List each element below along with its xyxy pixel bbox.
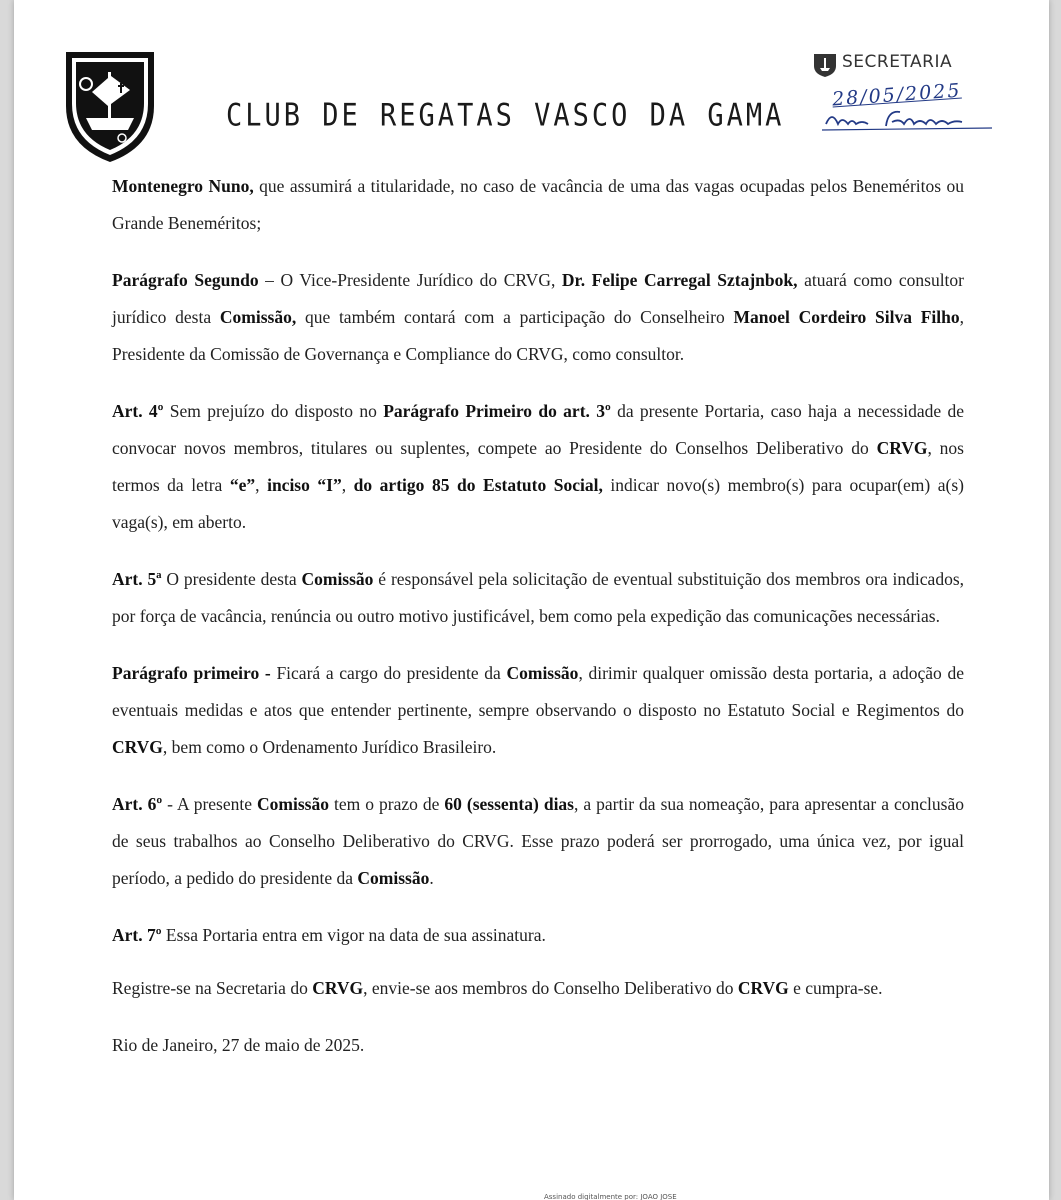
bold-text: Art. 4º xyxy=(112,401,164,421)
bold-text: “e” xyxy=(229,475,256,495)
bold-text: Montenegro Nuno, xyxy=(112,176,254,196)
bold-text: Comissão xyxy=(506,663,579,683)
stamp-handwritten-date: 28/05/2025 xyxy=(831,79,963,111)
bold-text: Comissão, xyxy=(219,307,297,327)
article-6 xyxy=(112,786,964,897)
text: indicar novo(s) membro(s) para ocupar(em) a(s) vaga(s), em aberto. xyxy=(112,475,964,532)
text: que também contará com a participação do Conselheiro xyxy=(296,307,734,327)
text: que assumirá a titularidade, no caso de vacância de uma das vagas ocupadas pelos Beneméritos ou Grande Beneméritos; xyxy=(112,176,964,233)
paragraph-1 xyxy=(112,168,964,242)
secretaria-shield-icon xyxy=(812,52,838,78)
bold-text: Parágrafo Primeiro do art. 3º xyxy=(383,401,611,421)
bold-text: Comissão xyxy=(257,794,329,814)
document-body xyxy=(112,168,964,1084)
bold-text: Parágrafo Segundo xyxy=(112,270,259,290)
text: atuará como consultor jurídico desta xyxy=(112,270,964,327)
secretaria-stamp xyxy=(810,44,1010,134)
vasco-crest-icon xyxy=(62,46,158,164)
text: é responsável pela solicitação de eventual substituição dos membros ora indicados, por força de vacância, renúncia ou outro motivo justificável, bem como pela expedição das comunicações necessárias. xyxy=(112,569,964,626)
bold-text: Comissão xyxy=(301,569,374,589)
text: e cumpra-se. xyxy=(788,978,883,998)
text: , xyxy=(255,475,268,495)
digital-signature-note: Assinado digitalmente por: JOAO JOSE xyxy=(544,1193,677,1200)
paragraph-segundo xyxy=(112,262,964,373)
text: Essa Portaria entra em vigor na data de sua assinatura. xyxy=(161,925,546,945)
bold-text: CRVG xyxy=(112,737,163,757)
text: , dirimir qualquer omissão desta portaria, a adoção de eventuais medidas e atos que entender pertinente, sempre observando o disposto no Estatuto Social e Regimentos do xyxy=(112,663,964,720)
text: , a partir da sua nomeação, para apresentar a conclusão de seus trabalhos ao Conselho Deliberativo do CRVG. Esse prazo poderá ser prorrogado, uma única vez, por igual período, a pedido do presidente da xyxy=(112,794,965,888)
bold-text: Comissão xyxy=(357,868,430,888)
article-4 xyxy=(112,393,964,541)
paragraph-primeiro xyxy=(112,655,964,766)
text: O presidente desta xyxy=(161,569,302,589)
closing-paragraph xyxy=(112,970,964,1007)
bold-text: CRVG xyxy=(312,978,364,998)
bold-text: inciso “I” xyxy=(267,475,342,495)
bold-text: 60 (sessenta) dias xyxy=(444,794,574,814)
text: , envie-se aos membros do Conselho Deliberativo do xyxy=(363,978,738,998)
text: . xyxy=(429,868,434,888)
handwritten-signature xyxy=(816,100,1006,134)
text: , xyxy=(341,475,354,495)
text: Ficará a cargo do presidente da xyxy=(270,663,507,683)
place-and-date: Rio de Janeiro, 27 de maio de 2025. xyxy=(112,1035,365,1055)
text: , Presidente da Comissão de Governança e Compliance do CRVG, como consultor. xyxy=(112,307,964,364)
text: , nos termos da letra xyxy=(112,438,964,495)
bold-text: Art. 6º xyxy=(112,794,163,814)
text: Sem prejuízo do disposto no xyxy=(163,401,384,421)
bold-text: CRVG xyxy=(737,978,789,998)
text: , bem como o Ordenamento Jurídico Brasileiro. xyxy=(162,737,497,757)
bold-text: Parágrafo primeiro - xyxy=(112,663,271,683)
stamp-label: SECRETARIA xyxy=(842,52,953,72)
bold-text: Art. 7º xyxy=(112,925,162,945)
text: - A presente xyxy=(162,794,258,814)
text: da presente Portaria, caso haja a necessidade de convocar novos membros, titulares ou suplentes, compete ao Presidente do Conselhos Deliberativo do xyxy=(112,401,965,458)
bold-text: Art. 5ª xyxy=(112,569,162,589)
bold-text: Manoel Cordeiro Silva Filho xyxy=(733,307,960,327)
article-7 xyxy=(112,917,964,954)
text: Registre-se na Secretaria do xyxy=(112,978,313,998)
document-page xyxy=(14,0,1049,1200)
bold-text: CRVG xyxy=(876,438,928,458)
text: – O Vice-Presidente Jurídico do CRVG, xyxy=(258,270,562,290)
article-5 xyxy=(112,561,964,635)
bold-text: do artigo 85 do Estatuto Social, xyxy=(353,475,603,495)
club-name: CLUB DE REGATAS VASCO DA GAMA xyxy=(226,98,785,134)
bold-text: Dr. Felipe Carregal Sztajnbok, xyxy=(561,270,798,290)
text: tem o prazo de xyxy=(328,794,445,814)
